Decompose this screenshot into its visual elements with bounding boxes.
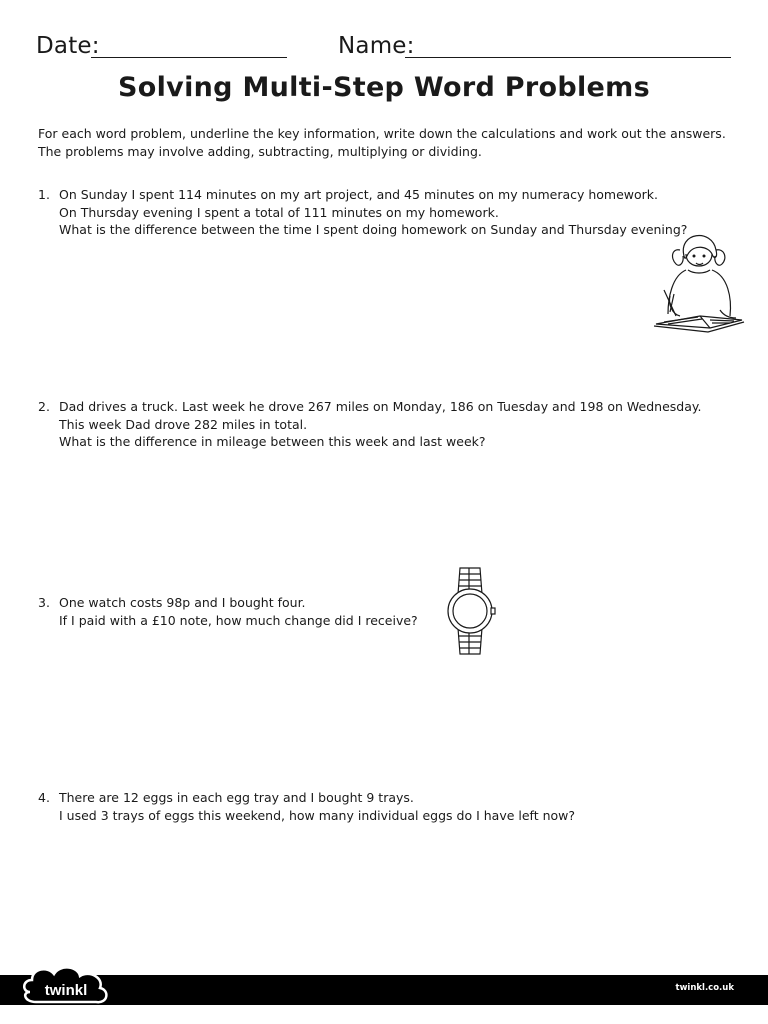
question-number: 4.	[38, 790, 50, 805]
footer-bar	[0, 975, 768, 1005]
question-2	[38, 398, 738, 451]
watch-icon	[442, 566, 498, 656]
question-line: I used 3 trays of eggs this weekend, how many individual eggs do I have left now?	[59, 807, 576, 823]
instructions-line: For each word problem, underline the key information, write down the calculations and work out the answers.	[38, 126, 726, 141]
question-number: 3.	[38, 595, 50, 610]
instructions-line: The problems may involve adding, subtracting, multiplying or dividing.	[38, 144, 482, 159]
question-line: On Sunday I spent 114 minutes on my art project, and 45 minutes on my numeracy homework.	[59, 187, 659, 202]
question-3	[38, 594, 738, 629]
date-answer-line[interactable]	[91, 57, 287, 58]
question-number: 1.	[38, 187, 50, 202]
question-line: There are 12 eggs in each egg tray and I bought 9 trays.	[59, 790, 414, 805]
question-line: One watch costs 98p and I bought four.	[59, 595, 306, 610]
footer-url[interactable]: twinkl.co.uk	[675, 983, 734, 993]
question-number: 2.	[38, 399, 50, 414]
question-1	[38, 186, 738, 239]
worksheet-title: Solving Multi-Step Word Problems	[118, 72, 650, 103]
question-line: If I paid with a £10 note, how much change did I receive?	[59, 612, 418, 628]
question-line: This week Dad drove 282 miles in total.	[59, 416, 308, 432]
instructions	[38, 125, 750, 161]
logo-text: twinkl	[44, 982, 88, 999]
twinkl-logo	[20, 960, 112, 1010]
question-4	[38, 789, 738, 824]
question-line: Dad drives a truck. Last week he drove 267 miles on Monday, 186 on Tuesday and 198 on Wednesday.	[59, 399, 702, 414]
name-label: Name:	[338, 33, 415, 59]
question-line: What is the difference between the time I spent doing homework on Sunday and Thursday evening?	[59, 222, 688, 237]
name-answer-line[interactable]	[405, 57, 731, 58]
date-label: Date:	[36, 33, 100, 59]
question-line: On Thursday evening I spent a total of 111 minutes on my homework.	[59, 204, 499, 220]
question-line: What is the difference in mileage between this week and last week?	[59, 434, 486, 449]
girl-writing-illustration	[650, 224, 746, 334]
